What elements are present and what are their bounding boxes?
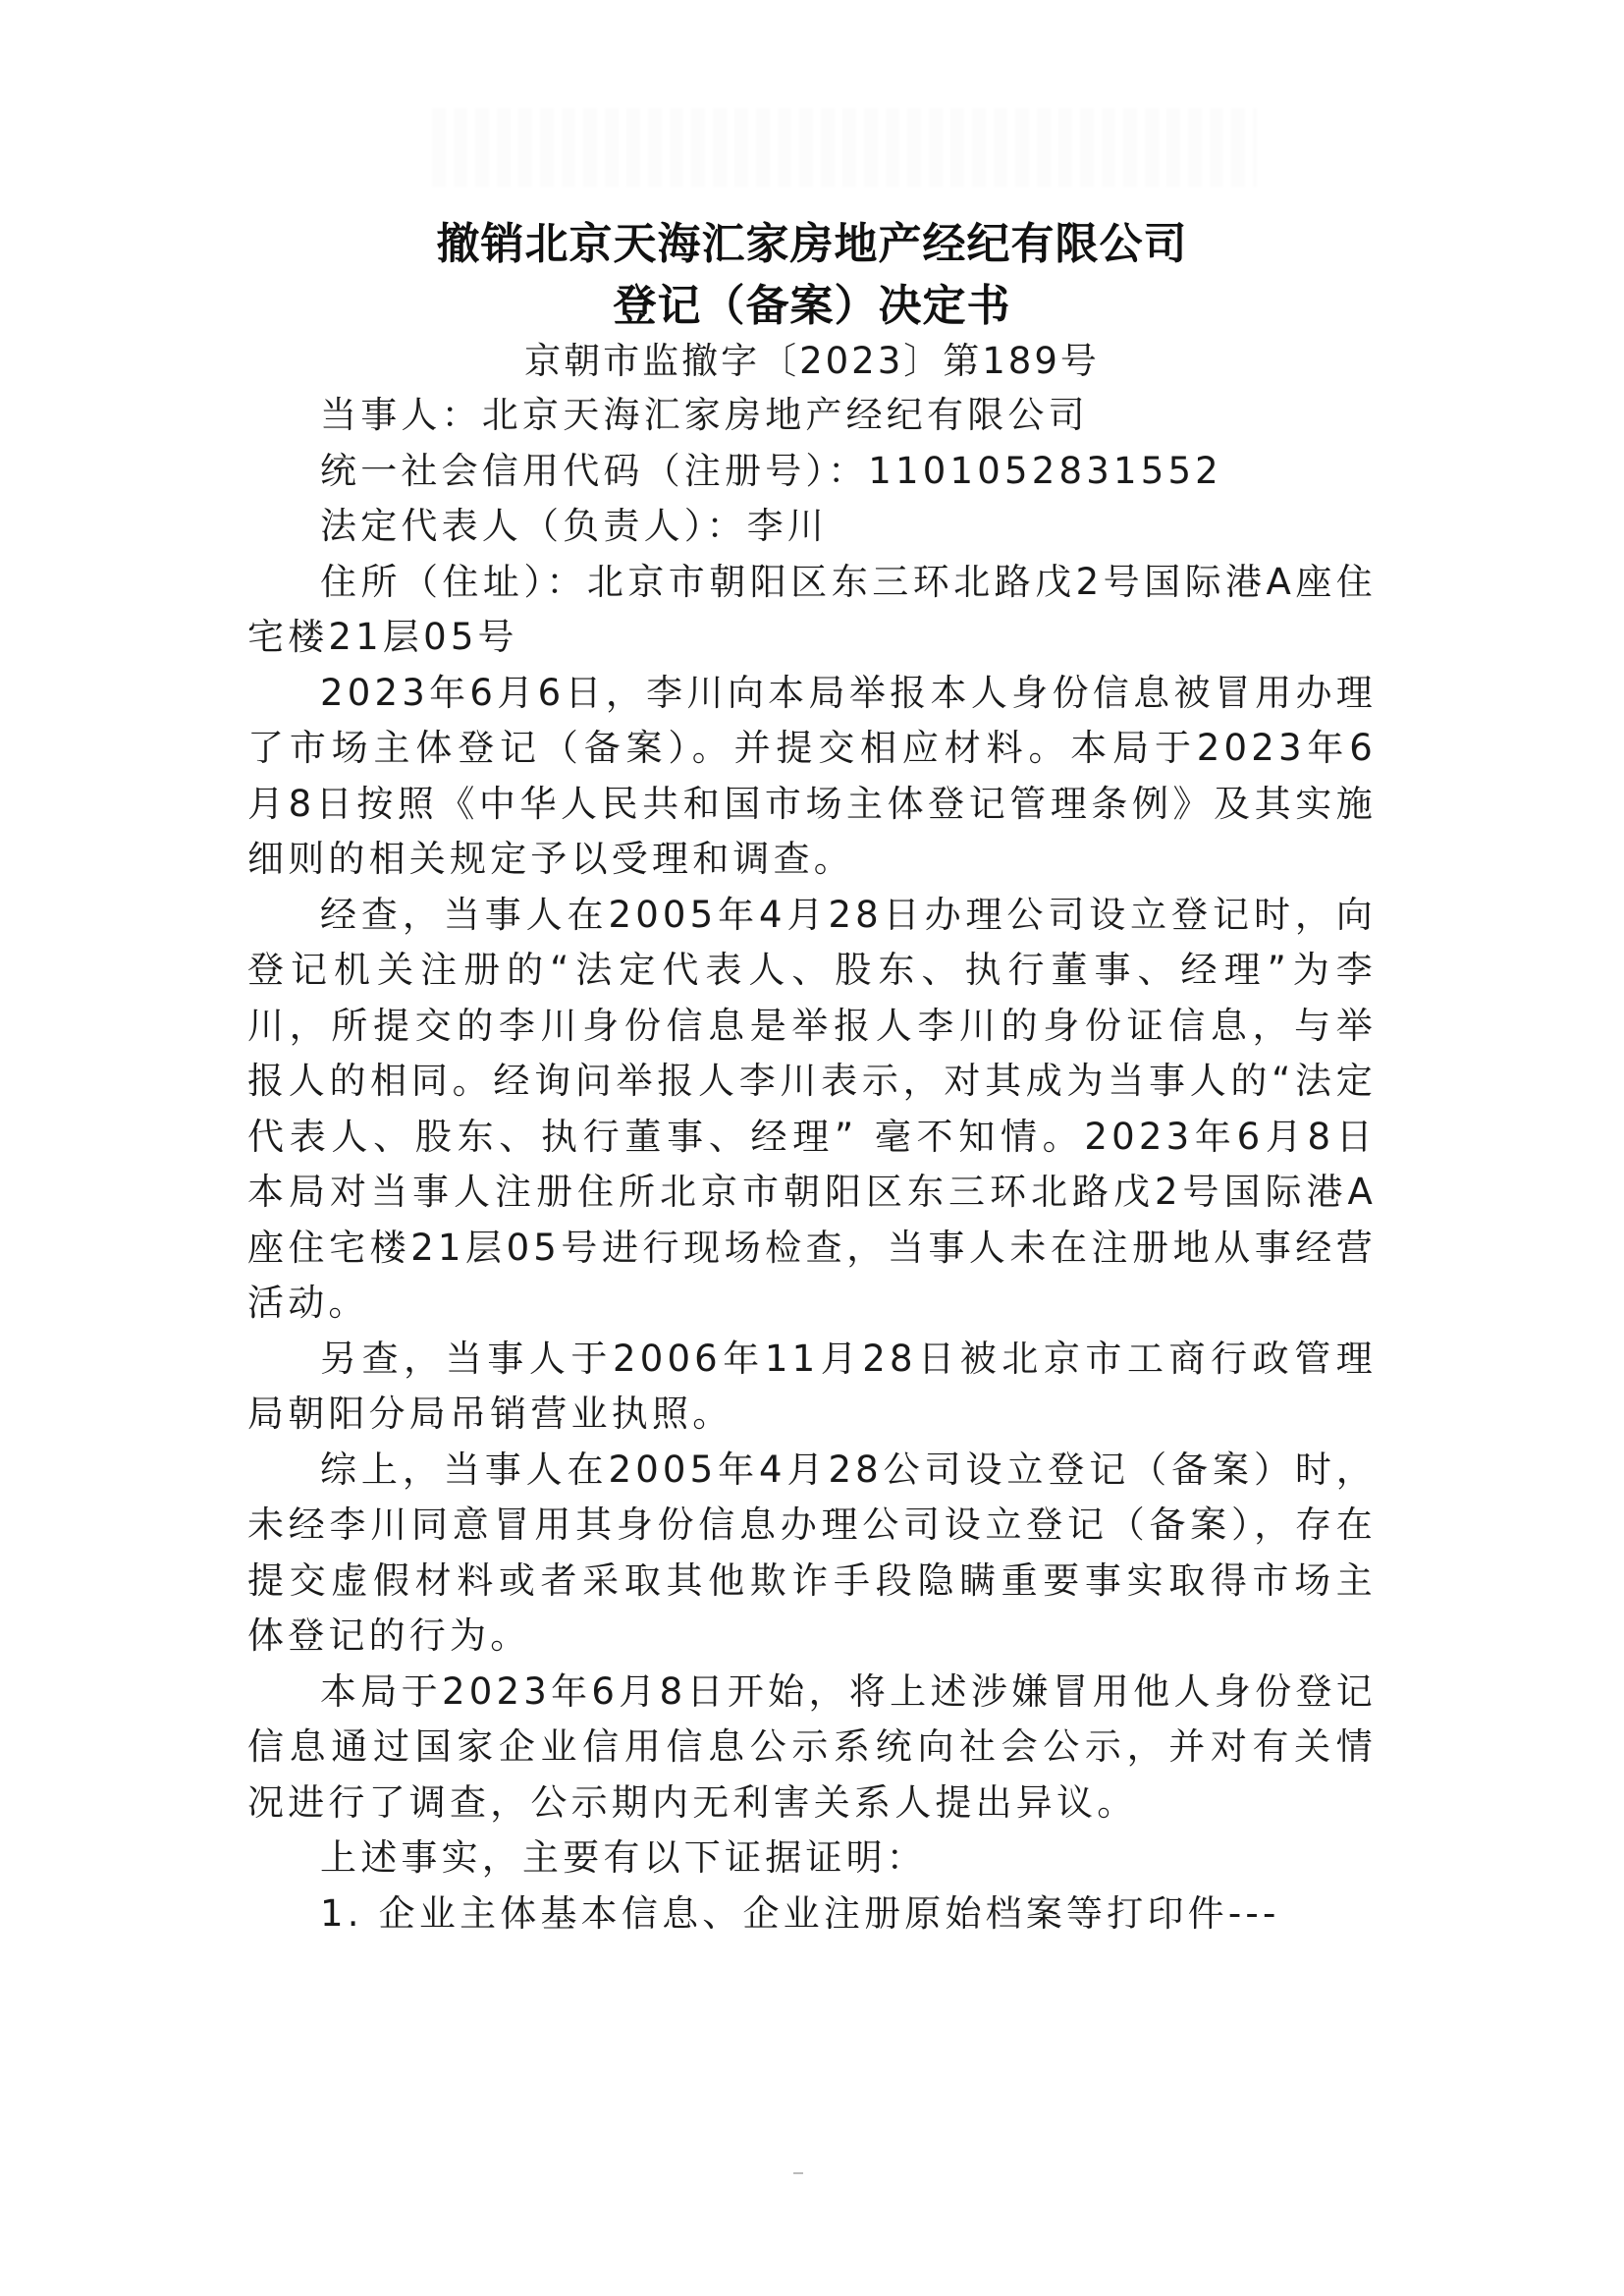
party-credit-code: 统一社会信用代码（注册号）：1101052831552 [320,449,1222,492]
document-title-line1: 撤销北京天海汇家房地产经纪有限公司 [436,219,1188,269]
party-legal-representative: 法定代表人（负责人）：李川 [320,505,829,547]
paragraph-license-revoked: 另查，当事人于2006年11月28日被北京市工商行政管理局朝阳分局吊销营业执照。 [247,1337,1377,1435]
scan-mark [793,2172,803,2174]
paragraph-evidence-intro: 上述事实，主要有以下证据证明： [320,1836,927,1879]
paragraph-public-notice: 本局于2023年6月8日开始，将上述涉嫌冒用他人身份登记信息通过国家企业信用信息公示系统向社会公示，并对有关情况进行了调查，公示期内无利害关系人提出异议。 [247,1669,1377,1824]
party-name: 当事人：北京天海汇家房地产经纪有限公司 [320,394,1089,436]
party-address: 住所（住址）：北京市朝阳区东三环北路戊2号国际港A座住宅楼21层05号 [247,560,1377,658]
paragraph-conclusion: 综上，当事人在2005年4月28公司设立登记（备案）时，未经李川同意冒用其身份信息办理公司设立登记（备案），存在提交虚假材料或者采取其他欺诈手段隐瞒重要事实取得市场主体登记的行为。 [247,1448,1377,1657]
document-title-line2: 登记（备案）决定书 [613,281,1011,331]
scan-bleed-artifact [432,108,1257,187]
evidence-item-1: 1. 企业主体基本信息、企业注册原始档案等打印件--- [320,1891,1280,1935]
paragraph-investigation: 经查，当事人在2005年4月28日办理公司设立登记时，向登记机关注册的“法定代表人、股东、执行董事、经理”为李川，所提交的李川身份信息是举报人李川的身份证信息，与举报人的相同。经询问举报人李川表示，对其成为当事人的“法定代表人、股东、执行董事、经理” 毫不知情。2023年6月8日本局对当事人注册住所北京市朝阳区东三环北路戊2号国际港A座住宅楼21层05号进行现场检查，当事人未在注册地从事经营活动。 [247,893,1377,1324]
document-body [247,388,1377,1941]
paragraph-report: 2023年6月6日，李川向本局举报本人身份信息被冒用办理了市场主体登记（备案）。并提交相应材料。本局于2023年6月8日按照《中华人民共和国市场主体登记管理条例》及其实施细则的相关规定予以受理和调查。 [247,671,1377,880]
document-number: 京朝市监撤字〔2023〕第189号 [524,340,1100,382]
